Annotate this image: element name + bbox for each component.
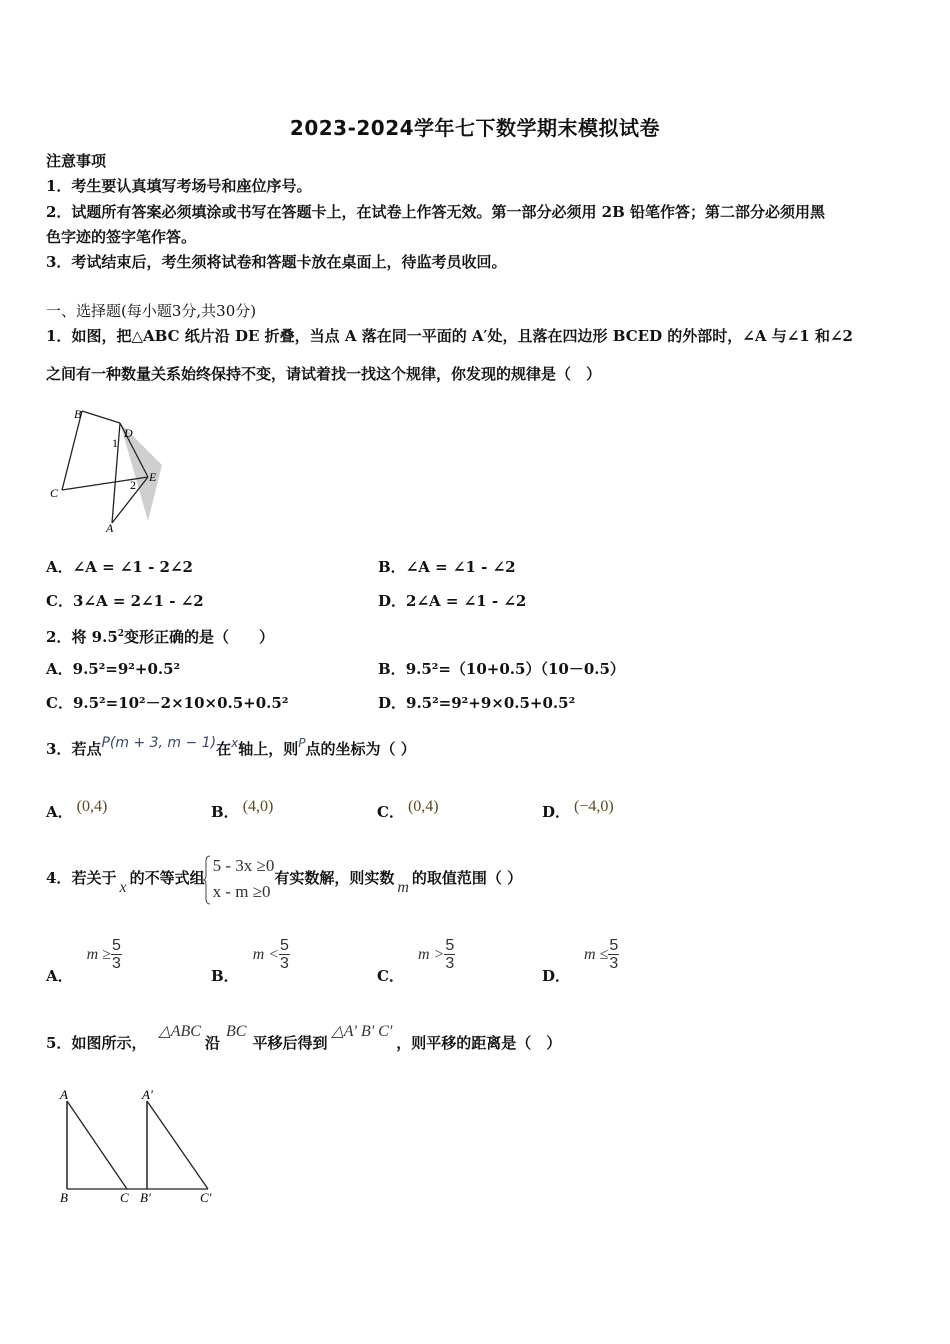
question-3: 3．若点P(m + 3, m − 1)在$^x$轴上，则$^P$点的坐标为（ ） [46, 735, 416, 758]
notice-item-2: 2．试题所有答案必须填涂或书写在答题卡上，在试卷上作答无效。第一部分必须用 2B 铅笔作答；第二部分必须用黑 [46, 203, 826, 221]
question-1-line2: 之间有一种数量关系始终保持不变，请试着找一找这个规律，你发现的规律是（ ） [46, 365, 602, 383]
point-expression: P(m + 3, m − 1) [101, 735, 217, 751]
question-2: 2．将 $9.5^2$变形正确的是（ ） [46, 628, 275, 646]
label-e: E [149, 470, 157, 484]
inequality-system: 5 - 3x ≥0 x - m ≥0 [205, 853, 275, 905]
q4-option-a[interactable]: A．m ≥ $\frac{5}{3}$ [46, 937, 121, 985]
q3-option-c[interactable]: C． (0,4) [377, 798, 439, 821]
label-angle-2: 2 [130, 478, 136, 492]
q3-option-a[interactable]: A． (0,4) [46, 798, 108, 821]
question-5: 5．如图所示，△ABC沿BC平移后得到△A' B' C'，则平移的距离是（ ） [46, 1023, 562, 1052]
q4-option-b[interactable]: B．m < $\frac{5}{3}$ [211, 937, 289, 985]
question-1-line1 [46, 326, 853, 346]
q1-option-d[interactable]: D．2∠A = ∠1 - ∠2 [378, 592, 527, 610]
q1-option-b[interactable]: B．∠A = ∠1 - ∠2 [378, 558, 516, 576]
triangle-abc: △ABC [158, 1023, 201, 1040]
q2-option-c[interactable]: C．9.5²=10²－2×10×0.5+0.5² [46, 694, 289, 712]
label-d: D [124, 426, 133, 440]
q4-option-d[interactable]: D．m ≤ $\frac{5}{3}$ [542, 937, 619, 985]
question-text: 如图，把△ABC 纸片沿 DE 折叠，当点 A 落在同一平面的 A′处，且落在四边形 BCED 的外部时，∠A 与∠1 和∠2 [71, 327, 853, 345]
q3-option-b[interactable]: B． (4,0) [211, 798, 274, 821]
q1-option-c[interactable]: C．3∠A = 2∠1 - ∠2 [46, 592, 204, 610]
q3-option-d[interactable]: D． (−4,0) [542, 798, 614, 821]
question-number: 1． [46, 327, 72, 345]
q1-option-a[interactable]: A．∠A = ∠1 - 2∠2 [46, 558, 193, 576]
question-4: 4．若关于x的不等式组 5 - 3x ≥0 x - m ≥0 有实数解，则实数m的取值范围（ ） [46, 850, 522, 907]
label-a-prime: A' [142, 1087, 153, 1102]
triangle-abc-prime: △A' B' C' [331, 1023, 393, 1040]
left-brace-icon [203, 855, 211, 905]
notice-item-1: 1．考生要认真填写考场号和座位序号。 [46, 177, 312, 195]
notice-item-2-cont: 色字迹的签字笔作答。 [46, 228, 197, 246]
section-heading: 一、选择题(每小题3分,共30分) [46, 302, 257, 320]
label-b: B [74, 407, 82, 421]
label-c-prime: C' [200, 1190, 212, 1205]
label-b: B [60, 1190, 68, 1205]
label-a: A [106, 521, 114, 535]
label-b-prime: B' [140, 1190, 151, 1205]
label-c: C [50, 486, 59, 500]
label-c: C [120, 1190, 129, 1205]
translation-triangles-figure [50, 1085, 230, 1210]
label-a: A [60, 1087, 68, 1102]
q2-option-a[interactable]: A．9.5²=9²+0.5² [46, 660, 181, 678]
q2-option-d[interactable]: D．9.5²=9²+9×0.5+0.5² [378, 694, 576, 712]
page-title: 2023-2024学年七下数学期末模拟试卷 [289, 116, 661, 140]
label-angle-1: 1 [112, 436, 118, 450]
notice-heading: 注意事项 [46, 152, 107, 170]
q4-option-c[interactable]: C．m > $\frac{5}{3}$ [377, 937, 455, 985]
fold-triangle-figure [44, 405, 174, 535]
q2-option-b[interactable]: B．9.5²=（10+0.5）（10－0.5） [378, 660, 625, 678]
notice-item-3: 3．考试结束后，考生须将试卷和答题卡放在桌面上，待监考员收回。 [46, 253, 507, 271]
